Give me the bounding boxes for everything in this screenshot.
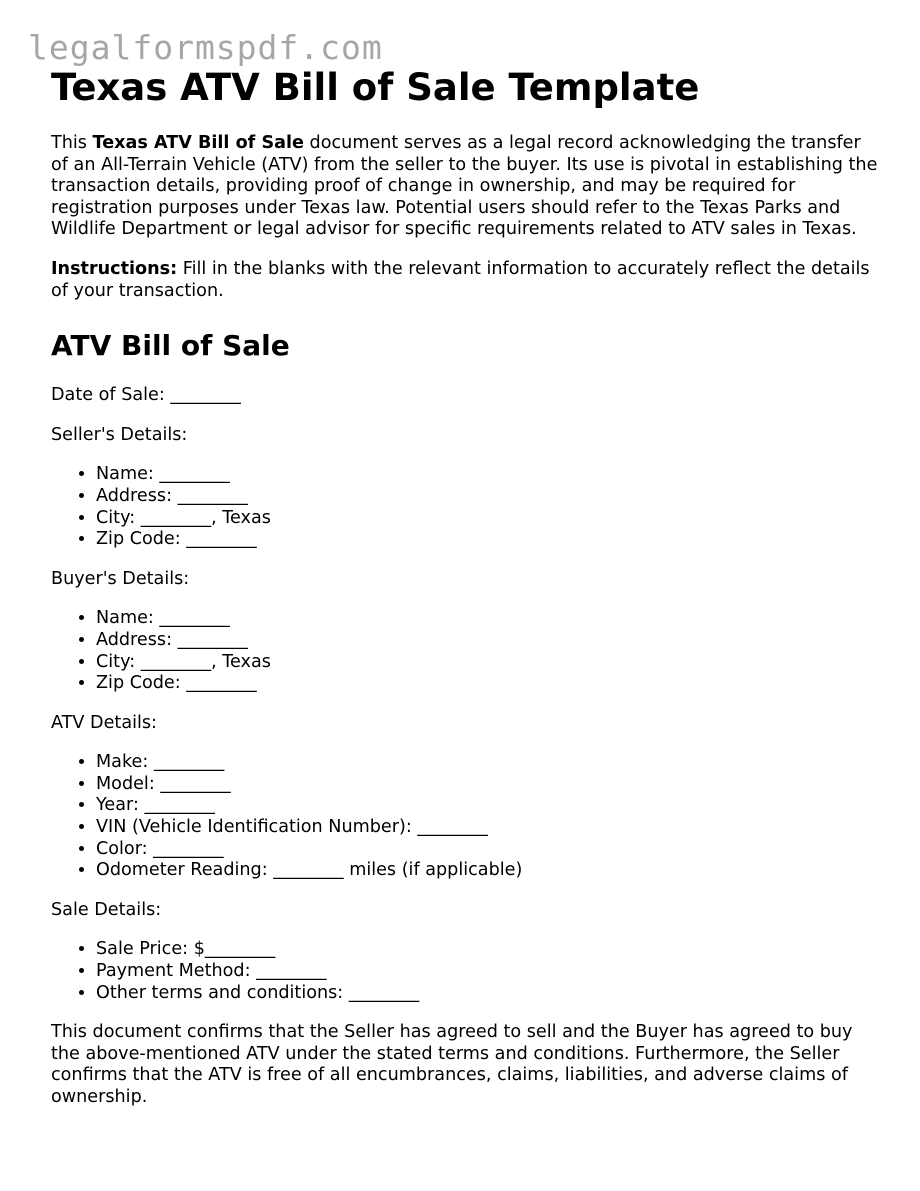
seller-city-field: • City: ________, Texas [96, 508, 881, 530]
intro-prefix: This [51, 133, 93, 153]
seller-address-field: • Address: ________ [96, 486, 881, 508]
instructions-paragraph [51, 259, 881, 302]
intro-bold: Texas ATV Bill of Sale [92, 133, 304, 153]
atv-vin-field: • VIN (Vehicle Identification Number): ________ [96, 817, 881, 839]
closing-paragraph: This document confirms that the Seller has agreed to sell and the Buyer has agreed to buy the above-mentioned ATV under the stated terms and conditions. Furthermore, the Seller confirms that the ATV is free of all encumbrances, claims, liabilities, and adverse claims of ownership. [51, 1022, 853, 1107]
payment-method-field: • Payment Method: ________ [96, 961, 881, 983]
instructions-label: Instructions: [51, 258, 178, 279]
atv-color-field: • Color: ________ [96, 839, 881, 861]
buyer-address-field: • Address: ________ [96, 630, 881, 652]
atv-odometer-field: • Odometer Reading: ________ miles (if applicable) [96, 860, 881, 882]
atv-year-field: • Year: ________ [96, 795, 881, 817]
buyer-city-field: • City: ________, Texas [96, 652, 881, 674]
atv-make-field: • Make: ________ [96, 752, 881, 774]
sale-list [51, 939, 881, 1004]
intro-rest: document serves as a legal record acknowledging the transfer of an All-Terrain Vehicle (ATV) from the seller to the buyer. Its use is pivotal in establishing the transaction details, providing proof of change in ownership, and may be required for registration purposes under Texas law. Potential users should refer to the Texas Parks and Wildlife Department or legal advisor for specific requirements related to ATV sales in Texas. [51, 133, 878, 240]
buyer-zip-field: • Zip Code: ________ [96, 673, 881, 695]
form-title: ATV Bill of Sale [51, 329, 290, 363]
buyer-list [51, 608, 881, 694]
intro-paragraph [51, 133, 881, 241]
seller-zip-field: • Zip Code: ________ [96, 529, 881, 551]
other-terms-field: • Other terms and conditions: ________ [96, 983, 881, 1005]
document-page [51, 64, 881, 1109]
atv-heading: ATV Details: [51, 712, 157, 733]
date-of-sale-field: Date of Sale: ________ [51, 385, 241, 406]
page-title: Texas ATV Bill of Sale Template [51, 66, 700, 109]
watermark: legalformspdf.com [28, 28, 383, 67]
atv-list [51, 752, 881, 882]
sale-heading: Sale Details: [51, 899, 162, 920]
seller-list [51, 464, 881, 550]
seller-heading: Seller's Details: [51, 424, 188, 445]
atv-model-field: • Model: ________ [96, 774, 881, 796]
seller-name-field: • Name: ________ [96, 464, 881, 486]
buyer-heading: Buyer's Details: [51, 568, 190, 589]
sale-price-field: • Sale Price: $________ [96, 939, 881, 961]
buyer-name-field: • Name: ________ [96, 608, 881, 630]
instructions-text: Fill in the blanks with the relevant information to accurately reflect the details of your transaction. [51, 258, 870, 301]
